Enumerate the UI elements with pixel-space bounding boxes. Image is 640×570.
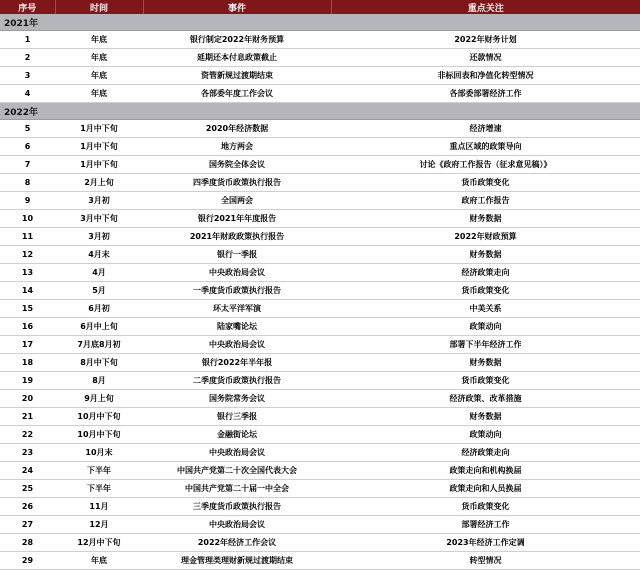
cell-no: 7 [0, 156, 55, 174]
cell-focus: 货币政策变化 [331, 282, 640, 300]
cell-time: 年底 [55, 49, 143, 67]
cell-time: 10月中下旬 [55, 408, 143, 426]
cell-event: 银行三季报 [143, 408, 331, 426]
cell-event: 二季度货币政策执行报告 [143, 372, 331, 390]
cell-focus: 2022年财务计划 [331, 31, 640, 49]
column-header-event: 事件 [143, 0, 331, 14]
cell-focus: 还款情况 [331, 49, 640, 67]
cell-no: 4 [0, 85, 55, 103]
cell-time: 6月初 [55, 300, 143, 318]
table-row [0, 372, 640, 390]
cell-focus: 政策动向 [331, 426, 640, 444]
table-row [0, 498, 640, 516]
cell-no: 24 [0, 462, 55, 480]
table-row [0, 120, 640, 138]
cell-no: 13 [0, 264, 55, 282]
cell-time: 2月上旬 [55, 174, 143, 192]
cell-time: 3月中下旬 [55, 210, 143, 228]
section-row [0, 14, 640, 31]
table-row [0, 192, 640, 210]
cell-focus: 货币政策变化 [331, 174, 640, 192]
cell-time: 1月中下旬 [55, 156, 143, 174]
cell-focus: 政策走向和人员换届 [331, 480, 640, 498]
cell-focus: 部署经济工作 [331, 516, 640, 534]
cell-focus: 货币政策变化 [331, 498, 640, 516]
cell-no: 1 [0, 31, 55, 49]
cell-no: 29 [0, 552, 55, 570]
cell-time: 5月 [55, 282, 143, 300]
cell-event: 国务院全体会议 [143, 156, 331, 174]
table-row [0, 300, 640, 318]
cell-event: 中央政治局会议 [143, 336, 331, 354]
cell-event: 2020年经济数据 [143, 120, 331, 138]
cell-time: 下半年 [55, 462, 143, 480]
cell-event: 各部委年度工作会议 [143, 85, 331, 103]
cell-time: 10月末 [55, 444, 143, 462]
table-row [0, 31, 640, 49]
cell-no: 25 [0, 480, 55, 498]
cell-focus: 讨论《政府工作报告（征求意见稿）》 [331, 156, 640, 174]
cell-focus: 政策走向和机构换届 [331, 462, 640, 480]
cell-event: 银行一季报 [143, 246, 331, 264]
table-header [0, 0, 640, 14]
cell-event: 延期还本付息政策截止 [143, 49, 331, 67]
table-body [0, 14, 640, 570]
cell-time: 年底 [55, 552, 143, 570]
table-row [0, 480, 640, 498]
column-header-no: 序号 [0, 0, 55, 14]
cell-no: 17 [0, 336, 55, 354]
cell-focus: 各部委部署经济工作 [331, 85, 640, 103]
cell-no: 27 [0, 516, 55, 534]
cell-focus: 经济政策走向 [331, 444, 640, 462]
cell-focus: 经济政策走向 [331, 264, 640, 282]
table-row [0, 49, 640, 67]
cell-time: 8月中下旬 [55, 354, 143, 372]
cell-event: 2021年财政政策执行报告 [143, 228, 331, 246]
cell-no: 22 [0, 426, 55, 444]
cell-event: 国务院常务会议 [143, 390, 331, 408]
cell-event: 银行2022年半年报 [143, 354, 331, 372]
table-row [0, 408, 640, 426]
cell-no: 20 [0, 390, 55, 408]
table-row [0, 67, 640, 85]
table-row [0, 534, 640, 552]
cell-no: 5 [0, 120, 55, 138]
cell-focus: 财务数据 [331, 408, 640, 426]
cell-focus: 货币政策变化 [331, 372, 640, 390]
cell-event: 地方两会 [143, 138, 331, 156]
section-label: 2021年 [0, 14, 640, 31]
cell-event: 环太平洋军演 [143, 300, 331, 318]
table-row [0, 85, 640, 103]
cell-focus: 非标回表和净值化转型情况 [331, 67, 640, 85]
table-row [0, 336, 640, 354]
cell-focus: 财务数据 [331, 354, 640, 372]
table-row [0, 156, 640, 174]
table-row [0, 174, 640, 192]
cell-focus: 政策动向 [331, 318, 640, 336]
table-row [0, 210, 640, 228]
cell-no: 14 [0, 282, 55, 300]
cell-time: 8月 [55, 372, 143, 390]
cell-event: 中国共产党第二十届一中全会 [143, 480, 331, 498]
cell-no: 15 [0, 300, 55, 318]
cell-no: 12 [0, 246, 55, 264]
cell-focus: 经济政策、改革措施 [331, 390, 640, 408]
cell-event: 一季度货币政策执行报告 [143, 282, 331, 300]
cell-event: 陆家嘴论坛 [143, 318, 331, 336]
cell-no: 19 [0, 372, 55, 390]
table-row [0, 516, 640, 534]
header-row [0, 0, 640, 14]
cell-event: 资管新规过渡期结束 [143, 67, 331, 85]
cell-no: 28 [0, 534, 55, 552]
table-row [0, 462, 640, 480]
cell-time: 4月 [55, 264, 143, 282]
cell-time: 年底 [55, 31, 143, 49]
table-row [0, 138, 640, 156]
cell-no: 8 [0, 174, 55, 192]
cell-time: 1月中下旬 [55, 120, 143, 138]
cell-time: 10月中下旬 [55, 426, 143, 444]
cell-no: 2 [0, 49, 55, 67]
cell-event: 三季度货币政策执行报告 [143, 498, 331, 516]
cell-focus: 部署下半年经济工作 [331, 336, 640, 354]
cell-time: 4月末 [55, 246, 143, 264]
cell-time: 3月初 [55, 228, 143, 246]
column-header-focus: 重点关注 [331, 0, 640, 14]
table-row [0, 264, 640, 282]
column-header-time: 时间 [55, 0, 143, 14]
table-row [0, 552, 640, 570]
cell-event: 银行制定2022年财务预算 [143, 31, 331, 49]
table-row [0, 318, 640, 336]
cell-event: 中央政治局会议 [143, 516, 331, 534]
cell-focus: 经济增速 [331, 120, 640, 138]
cell-focus: 2022年财政预算 [331, 228, 640, 246]
cell-no: 9 [0, 192, 55, 210]
cell-event: 理金管理类理财新规过渡期结束 [143, 552, 331, 570]
cell-time: 3月初 [55, 192, 143, 210]
cell-no: 10 [0, 210, 55, 228]
table-row [0, 246, 640, 264]
cell-time: 11月 [55, 498, 143, 516]
section-label: 2022年 [0, 103, 640, 120]
table-row [0, 354, 640, 372]
table-row [0, 282, 640, 300]
cell-time: 1月中下旬 [55, 138, 143, 156]
cell-time: 年底 [55, 85, 143, 103]
cell-focus: 财务数据 [331, 210, 640, 228]
table-row [0, 444, 640, 462]
cell-no: 16 [0, 318, 55, 336]
cell-focus: 转型情况 [331, 552, 640, 570]
cell-event: 中央政治局会议 [143, 264, 331, 282]
cell-focus: 重点区域的政策导向 [331, 138, 640, 156]
cell-time: 12月 [55, 516, 143, 534]
cell-focus: 财务数据 [331, 246, 640, 264]
cell-time: 12月中下旬 [55, 534, 143, 552]
cell-no: 6 [0, 138, 55, 156]
table-row [0, 426, 640, 444]
cell-time: 7月底8月初 [55, 336, 143, 354]
cell-event: 中央政治局会议 [143, 444, 331, 462]
cell-no: 26 [0, 498, 55, 516]
cell-no: 23 [0, 444, 55, 462]
cell-time: 年底 [55, 67, 143, 85]
cell-focus: 政府工作报告 [331, 192, 640, 210]
cell-no: 11 [0, 228, 55, 246]
cell-event: 四季度货币政策执行报告 [143, 174, 331, 192]
cell-no: 3 [0, 67, 55, 85]
cell-event: 2022年经济工作会议 [143, 534, 331, 552]
cell-no: 18 [0, 354, 55, 372]
cell-no: 21 [0, 408, 55, 426]
cell-time: 9月上旬 [55, 390, 143, 408]
cell-event: 中国共产党第二十次全国代表大会 [143, 462, 331, 480]
cell-time: 6月中上旬 [55, 318, 143, 336]
table-row [0, 228, 640, 246]
cell-focus: 2023年经济工作定调 [331, 534, 640, 552]
cell-event: 金融街论坛 [143, 426, 331, 444]
table-row [0, 390, 640, 408]
cell-focus: 中美关系 [331, 300, 640, 318]
cell-event: 银行2021年年度报告 [143, 210, 331, 228]
section-row [0, 103, 640, 120]
cell-time: 下半年 [55, 480, 143, 498]
cell-event: 全国两会 [143, 192, 331, 210]
